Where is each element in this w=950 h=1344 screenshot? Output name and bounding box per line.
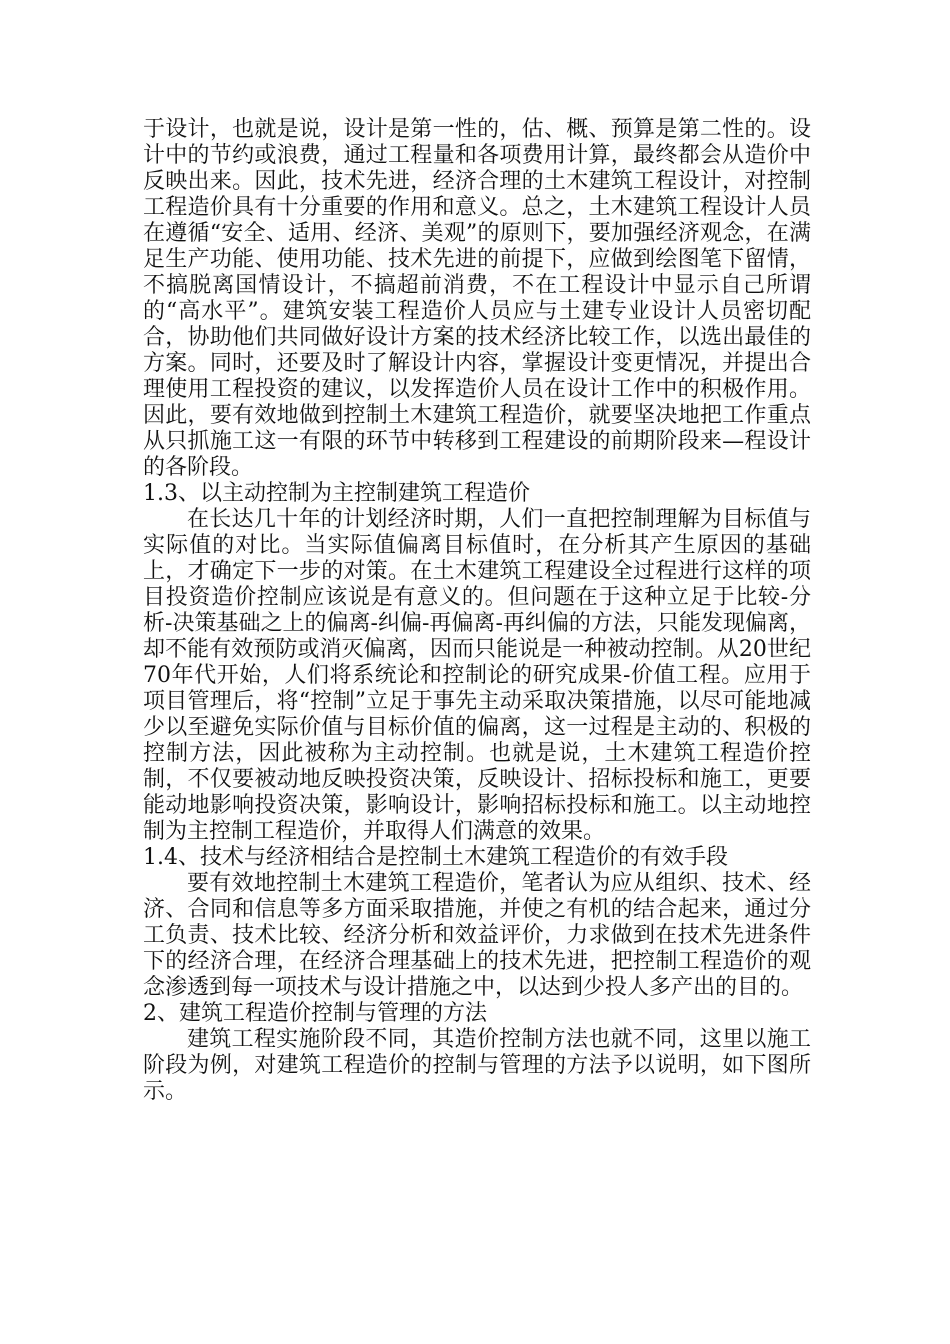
section-heading-2: 2、建筑工程造价控制与管理的方法 bbox=[143, 1001, 487, 1026]
paragraph-tech-economy: 要有效地控制土木建筑工程造价，笔者认为应从组织、技术、经济、合同和信息等多方面采取措施，并使之有机的结合起来，通过分工负责、技术比较、经济分析和效益评价，力求做到在技术先进条件下的经济合理，在经济合理基础上的技术先进，把控制工程造价的观念渗透到每一项技术与设计措施之中，以达到少投人多产出的目的。 bbox=[143, 871, 811, 1000]
section-heading-1-3: 1.3、以主动控制为主控制建筑工程造价 bbox=[143, 481, 530, 506]
document-body bbox=[143, 117, 811, 1105]
paragraph-active-control: 在长达几十年的计划经济时期，人们一直把控制理解为目标值与实际值的对比。当实际值偏离目标值时，在分析其产生原因的基础上，才确定下一步的对策。在土木建筑工程建设全过程进行这样的项目投资造价控制应该说是有意义的。但问题在于这种立足于比较-分析-决策基础之上的偏离-纠偏-再偏离-再纠偏的方法，只能发现偏离，却不能有效预防或消灭偏离，因而只能说是一种被动控制。从20世纪70年代开始，人们将系统论和控制论的研究成果-价值工程。应用于项目管理后，将“控制”立足于事先主动采取决策措施，以尽可能地减少以至避免实际价值与目标价值的偏离，这一过程是主动的、积极的控制方法，因此被称为主动控制。也就是说，土木建筑工程造价控制，不仅要被动地反映投资决策，反映设计、招标投标和施工，更要能动地影响投资决策，影响设计，影响招标投标和施工。以主动地控制为主控制工程造价，并取得人们满意的效果。 bbox=[143, 507, 811, 844]
paragraph-construction-method: 建筑工程实施阶段不同，其造价控制方法也就不同，这里以施工阶段为例，对建筑工程造价的控制与管理的方法予以说明，如下图所示。 bbox=[143, 1027, 811, 1104]
paragraph-design-cost-control: 于设计，也就是说，设计是第一性的，估、概、预算是第二性的。设计中的节约或浪费，通过工程量和各项费用计算，最终都会从造价中反映出来。因此，技术先进，经济合理的土木建筑工程设计，对控制工程造价具有十分重要的作用和意义。总之，土木建筑工程设计人员在遵循“安全、适用、经济、美观”的原则下，要加强经济观念，在满足生产功能、使用功能、技术先进的前提下，应做到绘图笔下留情，不搞脱离国情设计，不搞超前消费，不在工程设计中显示自己所谓的“高水平”。建筑安装工程造价人员应与土建专业设计人员密切配合，协助他们共同做好设计方案的技术经济比较工作，以选出最佳的方案。同时，还要及时了解设计内容，掌握设计变更情况，并提出合理使用工程投资的建议，以发挥造价人员在设计工作中的积极作用。因此，要有效地做到控制土木建筑工程造价，就要坚决地把工作重点从只抓施工这一有限的环节中转移到工程建设的前期阶段来—程设计的各阶段。 bbox=[143, 117, 811, 480]
section-heading-1-4: 1.4、技术与经济相结合是控制土木建筑工程造价的有效手段 bbox=[143, 845, 728, 870]
